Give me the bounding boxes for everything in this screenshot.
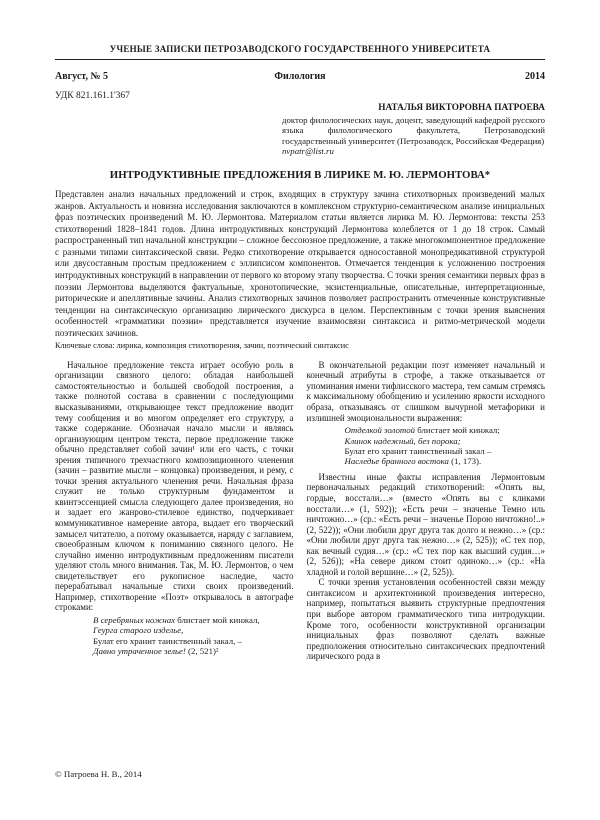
- poem-line-italic: В серебряных ножнах: [93, 614, 178, 625]
- issue-row: [55, 71, 545, 82]
- poem-line-italic: Давно утраченное зелье!: [93, 646, 189, 657]
- poem-line-roman: блистает мой кинжал,: [177, 614, 260, 625]
- poem-line-roman: Булат его хранит таинственный закал –: [344, 445, 492, 456]
- paragraph-final-redaction: В окончательной редакции поэт изменяет начальный и конечный атрибуты в строфе, а также отказывается от упоминания имени тифлисского мастера, тем самым стремясь к максимальному обобщению и усилению яркости исходного образа, отказываясь от слишком вычурной метафорики и излишней эмоциональности выражения:: [306, 359, 545, 423]
- author-affiliation: доктор филологических наук, доцент, заведующий кафедрой русского языка филологического факультета, Петрозаводский государственный университет (Петрозаводск, Российская Федерация): [282, 115, 545, 146]
- issue-label: Август, № 5: [55, 71, 109, 82]
- poem-line-roman: (1, 173).: [451, 456, 482, 467]
- paragraph-opening: Начальное предложение текста играет особую роль в организации связного целого: обладая наибольшей самостоятельностью и большей свободой построения, а также полнотой состава в сравнении с последующими высказываниями, открывающее текст предложение вводит тему сообщения и во многом определяет его структуру, а также содержание. Обозначая начало мысли и являясь организующим центром текста, первое предложение также обычно представляет собой зачин¹ или его часть, с точки зрения типичного трехчастного композиционного членения (зачин – развитие мысли – концовка) произведения, и рему, с точки зрения актуального членения речи. Начальная фраза служит не только структурным фундаментом и квинтэссенцией смысла следующего далее произведения, но и задает его жанрово-стилевое единство, подчеркивает коммуникативное намерение автора, выдает его творческий замысел читателю, а потому оказывается, наряду с заглавием, своеобразным ключом к пониманию связного целого. Не случайно именно интродуктивным предложениям писатели уделяют столь много внимания. Так, М. Ю. Лермонтов, о чем свидетельствует его рукописное наследие, часто перерабатывал начальные стихи своих произведений. Например, стихотворение «Поэт» открывалось в автографе строками:: [55, 359, 294, 613]
- author-block: [282, 103, 545, 156]
- poem-line-roman: (2, 521)²: [188, 646, 219, 657]
- poem-line-italic: Клинок надежный, без порока;: [344, 435, 461, 446]
- poem-line: [93, 615, 294, 625]
- journal-header: УЧЕНЫЕ ЗАПИСКИ ПЕТРОЗАВОДСКОГО ГОСУДАРСТВЕННОГО УНИВЕРСИТЕТА: [109, 44, 491, 54]
- poem-line-roman: блистает мой кинжал;: [417, 425, 500, 436]
- poem-line: [93, 636, 294, 646]
- poem-line: [345, 425, 546, 435]
- section-label: Филология: [274, 71, 326, 82]
- poem-line-italic: Наследье бранного востока: [344, 456, 452, 467]
- header-rule: [55, 59, 545, 60]
- article-title: ИНТРОДУКТИВНЫЕ ПРЕДЛОЖЕНИЯ В ЛИРИКЕ М. Ю. ЛЕРМОНТОВА*: [109, 169, 491, 182]
- poem-line: [345, 456, 546, 466]
- paragraph-corrections: Известны иные факты исправления Лермонтовым первоначальных редакций стихотворений: «Опять вы, гордые, восстали…» (вместо «Опять вы с кликами восстали…» (1, 592)); «Есть речи – значенье Темно иль ничтожно…» (ср.: «Есть речи – значенье Порою ничтожно!..» (2, 522)); «Они любили друг друга так долго и нежно…» (ср.: «Они любили друг друга так нежно…» (2, 525)); «С тех пор, как вечный судия…» (ср.: «С тех пор как высший судия…» (2, 526)); «На севере диком стоит одиноко…» (ср.: «На хладной и голой вершине…» (2, 525)).: [306, 471, 545, 577]
- copyright-notice: © Патроева Н. В., 2014: [55, 769, 142, 779]
- paragraph-syntax-architectonics: С точки зрения установления особенностей связи между синтаксисом и архитектоникой произведения интересно, например, попытаться выявить структурные предпочтения при выборе автором грамматического типа интродукции. Кроме того, особенности конструктивной организации инициальных фраз позволяют сделать важные предположения относительно синтаксических предпочтений лирического рода в: [306, 577, 545, 662]
- poem-line-italic: Отделкой золотой: [344, 425, 418, 436]
- poem-line: [345, 446, 546, 456]
- poem-line: [345, 436, 546, 446]
- left-column: [55, 360, 294, 662]
- poem-line: [93, 625, 294, 635]
- author-name: НАТАЛЬЯ ВИКТОРОВНА ПАТРОЕВА: [378, 103, 545, 113]
- poem-line-roman: Булат его хранит таинственный закал, –: [93, 635, 242, 646]
- poem-line: [93, 646, 294, 656]
- poem-final-version: [345, 425, 546, 467]
- abstract-text: Представлен анализ начальных предложений и строк, входящих в структуру зачина стихотворных произведений малых жанров. Актуальность и новизна исследования заключаются в комплексном структурно-семантическом анализе инициальных фраз поэтических произведений М. Ю. Лермонтова. Материалом статьи является лирика М. Ю. Лермонтова: тексты 253 стихотворений 1828–1841 годов. Длина интродуктивных конструкций Лермонтова колеблется от 1 до 18 строк. Самый распространенный тип начальной конструкции – сложное бессоюзное предложение, а также многокомпонентное предложение с разными типами синтаксической связи. Редко стихотворение открывается односоставной монопредикативной структурой или двусоставным простым предложением с эллипсисом компонентов. Отмечается тенденция к усложнению построения интродуктивных конструкций в направлении от первого ко второму этапу творчества. С точки зрения семантики первых фраз в поэзии Лермонтова выделяются фактуальные, хронотопические, экзистенциальные, описательные, интерпретационные, риторические и апеллятивные зачины. Анализ стихотворных зачинов позволяет распространить отмеченные конструктивные тенденции на синтаксическую организацию лирического дискурса в целом. Перспективным с точки зрения выяснения особенностей «грамматики поэзии» представляется изучение взаимосвязи синтаксиса и ритмо-метрической модели поэтических зачинов.: [55, 189, 545, 338]
- body-columns: [55, 360, 545, 662]
- author-email: nvpatr@list.ru: [282, 145, 334, 156]
- udc-label: УДК 821.161.1'367: [55, 91, 130, 101]
- poem-autograph-version: [93, 615, 294, 657]
- right-column: [307, 360, 546, 662]
- poem-line-italic: Геурга старого изделье,: [93, 625, 184, 636]
- keywords-line: Ключевые слова: лирика, композиция стихотворения, зачин, поэтический синтаксис: [55, 341, 349, 351]
- year-label: 2014: [524, 71, 545, 82]
